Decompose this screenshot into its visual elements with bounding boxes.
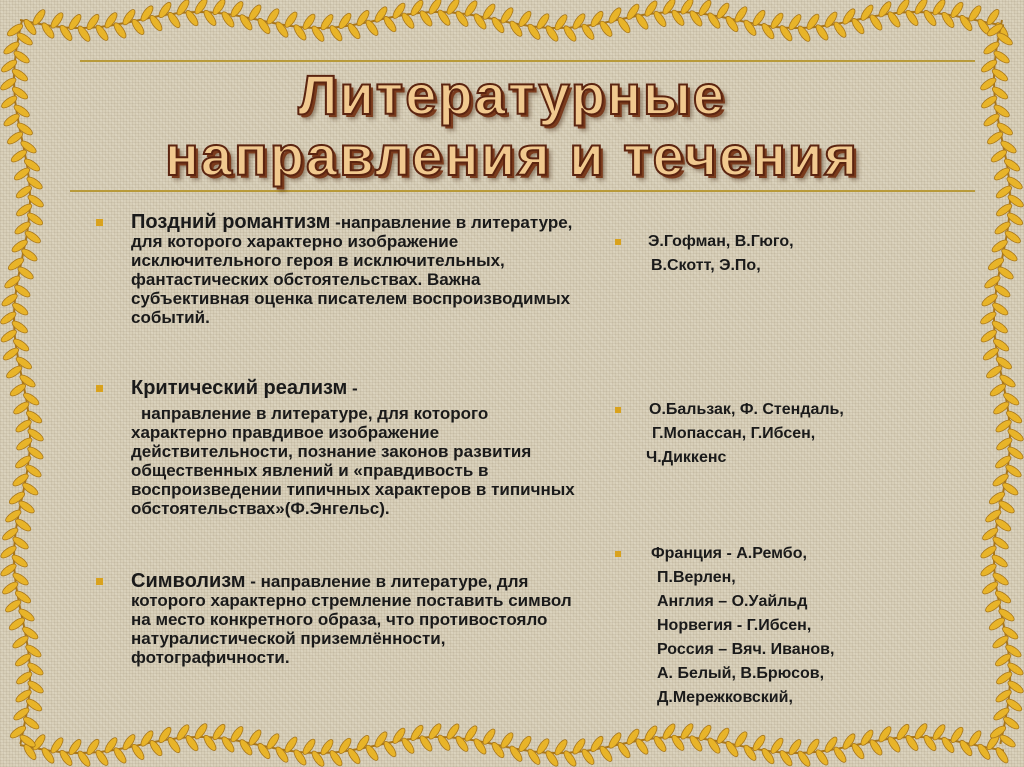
- list-item-critical-realism: [96, 379, 576, 518]
- authors-line: В.Скотт, Э.По,: [651, 257, 761, 274]
- authors-line: П.Верлен,: [657, 569, 736, 586]
- authors-line: О.Бальзак, Ф. Стендаль,: [649, 401, 844, 418]
- term-critical-realism: Критический реализм: [131, 377, 348, 399]
- list-item-symbolism: [96, 572, 576, 667]
- authors-critical-realism: [615, 398, 915, 470]
- title-rule-bottom: [70, 190, 975, 192]
- definition-symbolism: - направление в литературе, для которого характерно стремление поставить символ на место конкретного образа, что противостояло натуралистической приземлённости, фотографичности.: [131, 572, 572, 667]
- authors-symbolism: [615, 542, 915, 710]
- authors-romanticism: [615, 230, 865, 278]
- bullet-icon: [615, 551, 621, 557]
- authors-line: Франция - А.Рембо,: [651, 545, 807, 562]
- bullet-icon: [96, 219, 103, 226]
- bullet-icon: [96, 385, 103, 392]
- bullet-icon: [615, 407, 621, 413]
- authors-line: А. Белый, В.Брюсов,: [657, 665, 825, 682]
- authors-line: Ч.Диккенс: [646, 449, 727, 466]
- list-item-romanticism: [96, 213, 576, 327]
- authors-line: Россия – Вяч. Иванов,: [657, 641, 835, 658]
- authors-line: Э.Гофман, В.Гюго,: [648, 233, 794, 250]
- page-title-line2: направления и течения: [164, 124, 860, 187]
- definition-critical-realism: направление в литературе, для которого характерно правдивое изображение действительности, познание законов развития общественных явлений и «правдивость в воспроизведении типичных характеров в типичных обстоятельствах»(Ф.Энгельс).: [131, 404, 575, 518]
- title-rule-top: [80, 60, 975, 62]
- authors-line: Д.Мережковский,: [657, 689, 793, 706]
- term-symbolism: Символизм: [131, 570, 246, 592]
- definition-romanticism: -направление в литературе, для которого характерно изображение исключительного героя в исключительных, фантастических обстоятельствах. Важна субъективная оценка писателем воспроизводимых событий.: [131, 213, 573, 327]
- page-title-line1: Литературные: [298, 63, 726, 126]
- authors-line: Англия – О.Уайльд: [657, 593, 808, 610]
- bullet-icon: [96, 578, 103, 585]
- term-romanticism: Поздний романтизм: [131, 211, 331, 233]
- authors-line: Г.Мопассан, Г.Ибсен,: [652, 425, 816, 442]
- authors-line: Норвегия - Г.Ибсен,: [657, 617, 812, 634]
- bullet-icon: [615, 239, 621, 245]
- definition-critical-realism-dash: -: [347, 379, 358, 398]
